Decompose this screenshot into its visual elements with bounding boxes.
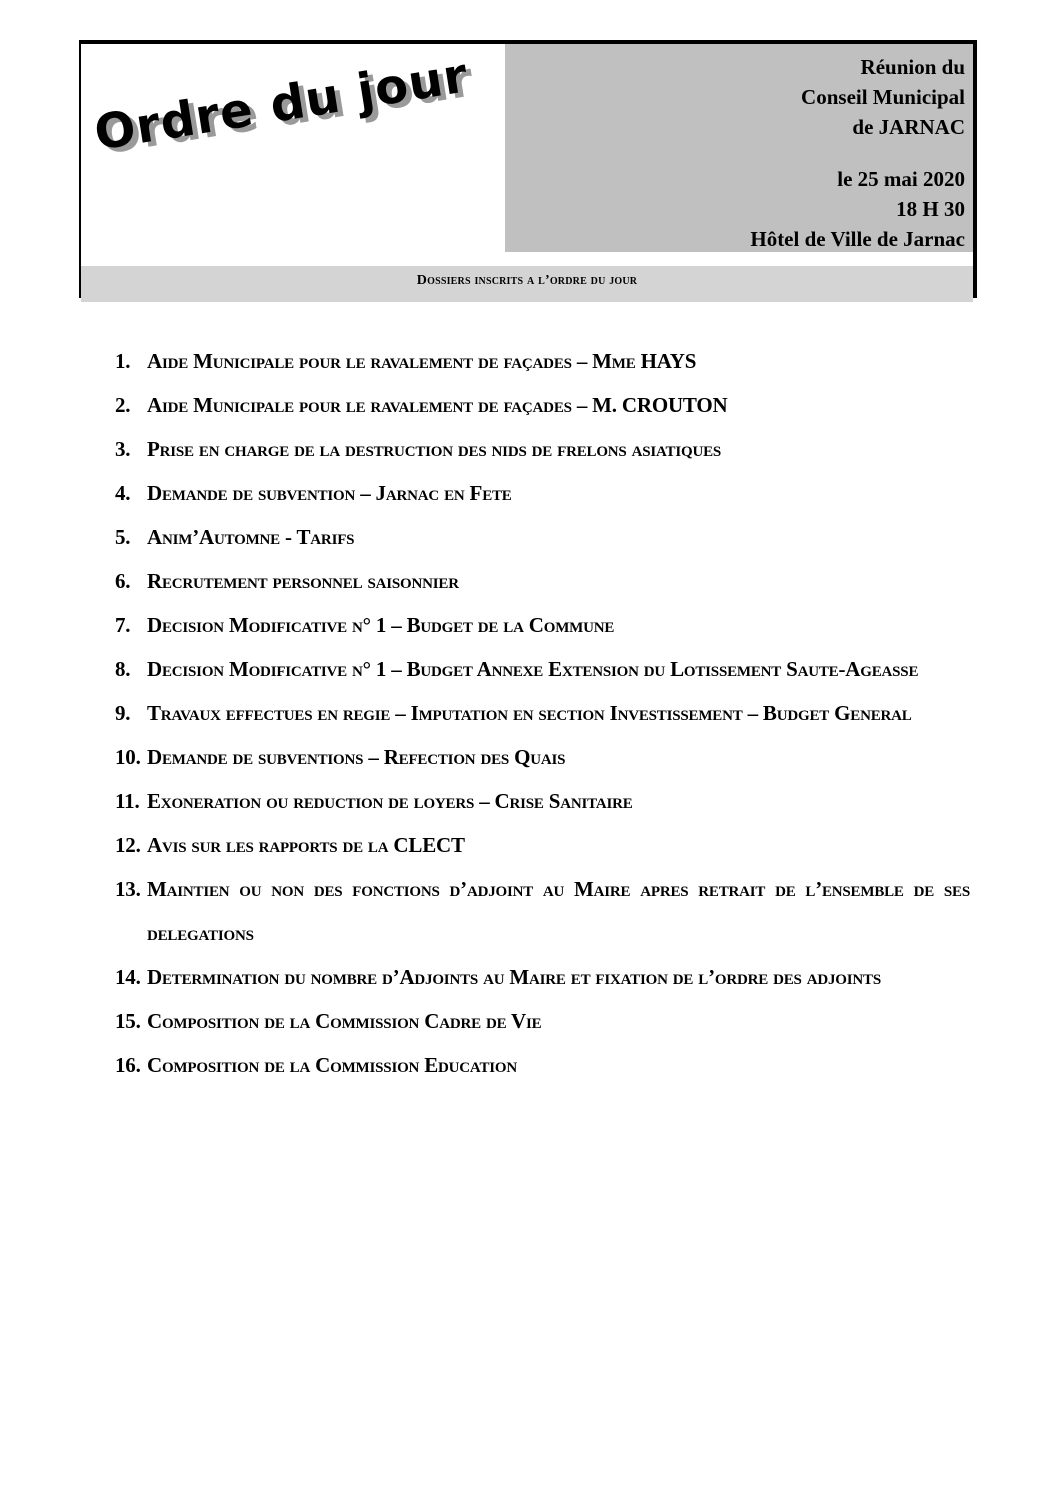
agenda-item-number: 3.	[115, 437, 131, 461]
spacer	[505, 142, 965, 164]
document-title: Ordre du jour	[90, 47, 473, 162]
agenda-item-text: Prise en charge de la destruction des nids de frelons asiatiques	[147, 437, 722, 461]
agenda-item-number: 16.	[115, 1053, 141, 1077]
agenda-item	[115, 823, 970, 867]
agenda-item-text: Demande de subvention – Jarnac en Fete	[147, 481, 512, 505]
agenda-item-number: 10.	[115, 745, 141, 769]
meeting-info-line: Réunion du	[860, 55, 965, 79]
meeting-time: 18 H 30	[896, 197, 965, 221]
agenda-item-text: Maintien ou non des fonctions d’adjoint au Maire apres retrait de l’ensemble de ses delegations	[147, 877, 970, 945]
agenda-item-text: Demande de subventions – Refection des Quais	[147, 745, 566, 769]
agenda-item	[115, 867, 970, 955]
agenda-item-number: 2.	[115, 393, 131, 417]
meeting-date: le 25 mai 2020	[837, 167, 965, 191]
agenda-item	[115, 999, 970, 1043]
agenda-item-text: Determination du nombre d’Adjoints au Maire et fixation de l’ordre des adjoints	[147, 965, 881, 989]
agenda-item	[115, 779, 970, 823]
agenda-item	[115, 647, 970, 691]
agenda-item-number: 8.	[115, 657, 131, 681]
agenda-item-number: 4.	[115, 481, 131, 505]
agenda-item-text: Composition de la Commission Education	[147, 1053, 517, 1077]
agenda-item-text: Decision Modificative n° 1 – Budget de la Commune	[147, 613, 615, 637]
agenda-item-text: Avis sur les rapports de la CLECT	[147, 833, 465, 857]
agenda-item	[115, 339, 970, 383]
agenda-item-text: Travaux effectues en regie – Imputation en section Investissement – Budget General	[147, 701, 912, 725]
meeting-place: Hôtel de Ville de Jarnac	[750, 227, 965, 251]
agenda-item-number: 1.	[115, 349, 131, 373]
agenda-subtitle: Dossiers inscrits a l’ordre du jour	[81, 266, 973, 302]
agenda-item-text: Decision Modificative n° 1 – Budget Annexe Extension du Lotissement Saute-Ageasse	[147, 657, 919, 681]
agenda-item	[115, 383, 970, 427]
agenda-item-number: 6.	[115, 569, 131, 593]
agenda-item-number: 11.	[115, 789, 140, 813]
agenda-item-number: 15.	[115, 1009, 141, 1033]
agenda-list	[115, 339, 970, 1087]
agenda-item	[115, 471, 970, 515]
agenda-item-number: 7.	[115, 613, 131, 637]
meeting-info-line: de JARNAC	[852, 115, 965, 139]
agenda-item	[115, 427, 970, 471]
meeting-info-panel	[505, 44, 973, 252]
header-box	[79, 40, 977, 298]
agenda-item-text: Composition de la Commission Cadre de Vie	[147, 1009, 542, 1033]
agenda-item-text: Exoneration ou reduction de loyers – Crise Sanitaire	[147, 789, 633, 813]
agenda-item-text: Aide Municipale pour le ravalement de façades – Mme HAYS	[147, 349, 697, 373]
agenda-item	[115, 1043, 970, 1087]
agenda-item	[115, 955, 970, 999]
agenda-item	[115, 735, 970, 779]
agenda-item-text: Anim’Automne - Tarifs	[147, 525, 355, 549]
meeting-info-line: Conseil Municipal	[801, 85, 965, 109]
agenda-item-text: Aide Municipale pour le ravalement de façades – M. CROUTON	[147, 393, 728, 417]
agenda-item-number: 12.	[115, 833, 141, 857]
agenda-item-text: Recrutement personnel saisonnier	[147, 569, 459, 593]
agenda-item	[115, 515, 970, 559]
agenda-item	[115, 603, 970, 647]
agenda-item-number: 13.	[115, 877, 141, 901]
agenda-item	[115, 559, 970, 603]
agenda-item-number: 5.	[115, 525, 131, 549]
agenda-item-number: 14.	[115, 965, 141, 989]
agenda-item-number: 9.	[115, 701, 131, 725]
agenda-item	[115, 691, 970, 735]
